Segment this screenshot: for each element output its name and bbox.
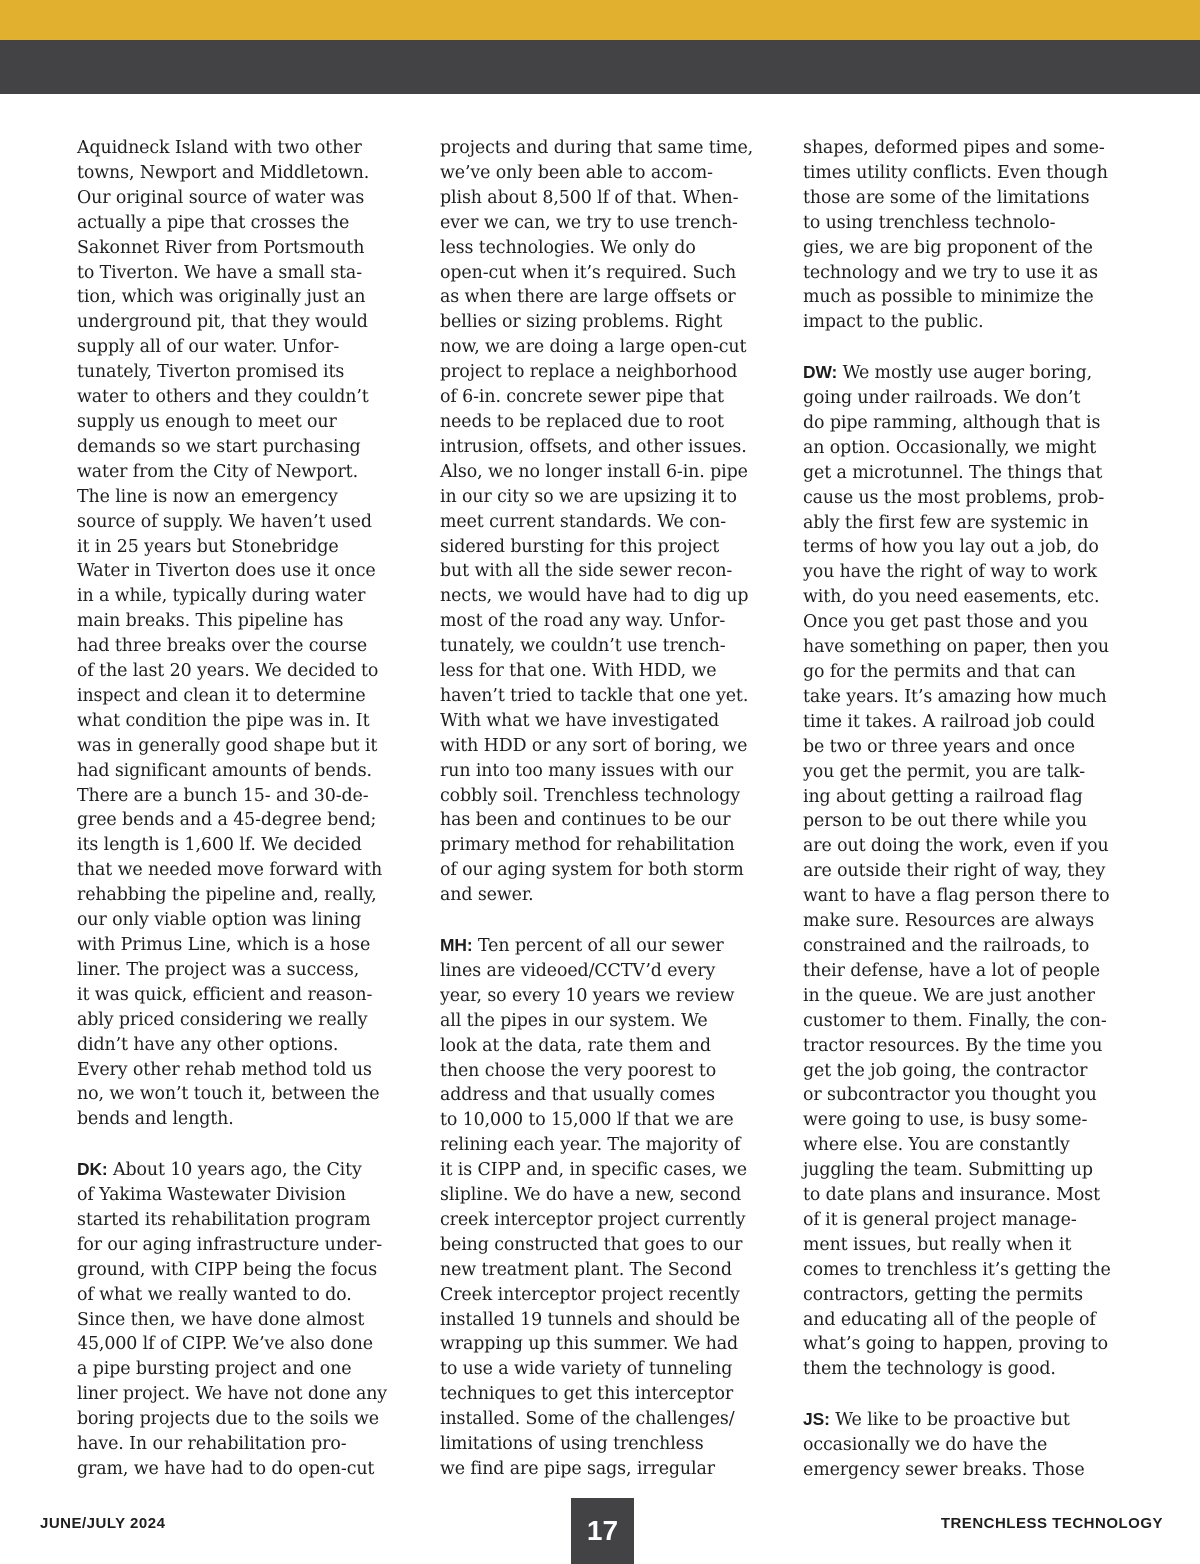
text-line: With what we have investigated [440,710,720,731]
text-line: time it takes. A railroad job could [803,711,1095,732]
text-line: have something on paper, then you [803,637,1109,658]
text-line: actually a pipe that crosses the [77,212,350,233]
header-gray-band [0,40,1200,94]
text-line: a pipe bursting project and one [77,1359,352,1380]
text-column-2 [440,136,780,1507]
header-gold-band [0,0,1200,40]
text-line: year, so every 10 years we review [440,985,735,1006]
text-line: supply all of our water. Unfor- [77,337,340,358]
text-line: water to others and they couldn’t [77,387,369,408]
text-line: tunately, Tiverton promised its [77,362,345,383]
text-line: Water in Tiverton does use it once [77,561,376,582]
text-line: being constructed that goes to our [440,1234,743,1255]
text-line: or subcontractor you thought you [803,1085,1097,1106]
text-line: limitations of using trenchless [440,1434,704,1455]
text-line: liner. The project was a success, [77,959,360,980]
text-line: demands so we start purchasing [77,436,361,457]
text-line: of 6-in. concrete sewer pipe that [440,387,724,408]
text-line: those are some of the limitations [803,187,1090,208]
text-line: new treatment plant. The Second [440,1259,732,1280]
text-line: no, we won’t touch it, between the [77,1084,380,1105]
text-line: Aquidneck Island with two other [77,138,362,158]
paragraph [440,933,780,1482]
text-line: with HDD or any sort of boring, we [440,735,748,756]
text-line: had three breaks over the course [77,636,368,657]
text-line: you have the right of way to work [803,562,1097,583]
text-line: to date plans and insurance. Most [803,1185,1100,1206]
text-line: inspect and clean it to determine [77,685,366,706]
text-line: you get the permit, you are talk- [803,761,1086,782]
text-line: ably the first few are systemic in [803,512,1089,533]
text-line: lines are videoed/CCTV’d every [440,960,716,981]
text-line: of Yakima Wastewater Division [77,1185,346,1206]
text-line: Our original source of water was [77,187,365,208]
text-line: take years. It’s amazing how much [803,686,1107,707]
text-line: emergency sewer breaks. Those [803,1460,1085,1480]
text-line: address and that usually comes [440,1085,716,1106]
speaker-label: DW: [803,362,838,383]
text-line: most of the road any way. Unfor- [440,611,726,632]
text-line: The line is now an emergency [77,486,338,507]
text-line: are out doing the work, even if you [803,836,1109,857]
text-line: person to be out there while you [803,811,1087,832]
text-line: wrapping up this summer. We had [440,1334,739,1355]
text-line [77,1157,417,1183]
text-line: nects, we would have had to dig up [440,586,749,607]
text-line: our only viable option was lining [77,910,362,931]
text-line: haven’t tried to tackle that one yet. [440,685,749,706]
text-line-content: We like to be proactive but [829,1410,1070,1431]
text-line: get a microtunnel. The things that [803,462,1103,483]
text-line: installed 19 tunnels and should be [440,1309,740,1330]
text-line: look at the data, rate them and [440,1035,711,1056]
text-line: bends and length. [77,1109,234,1130]
paragraph [77,136,417,1132]
text-line: of what we really wanted to do. [77,1284,352,1305]
text-line: constrained and the railroads, to [803,935,1090,956]
text-line: of it is general project manage- [803,1209,1077,1230]
text-line: Since then, we have done almost [77,1309,365,1330]
text-line: it was quick, efficient and reason- [77,984,373,1005]
text-line: them the technology is good. [803,1359,1056,1380]
text-line: 45,000 lf of CIPP. We’ve also done [77,1334,373,1355]
text-line: boring projects due to the soils we [77,1409,379,1430]
text-line: get the job going, the contractor [803,1060,1088,1081]
text-line: Every other rehab method told us [77,1059,372,1080]
paragraph [440,136,780,908]
text-line-content: About 10 years ago, the City [107,1160,362,1181]
text-line: times utility conflicts. Even though [803,162,1108,183]
paragraph [803,136,1143,335]
text-line: plish about 8,500 lf of that. When- [440,187,739,208]
text-line: gree bends and a 45-degree bend; [77,810,377,831]
text-line: to use a wide variety of tunneling [440,1359,733,1380]
paragraph [77,1157,417,1482]
text-line: all the pipes in our system. We [440,1010,708,1031]
text-line: project to replace a neighborhood [440,362,738,383]
text-line: less for that one. With HDD, we [440,661,717,682]
text-line: installed. Some of the challenges/ [440,1409,735,1430]
text-line: much as possible to minimize the [803,287,1094,308]
text-line: towns, Newport and Middletown. [77,162,370,183]
text-line: contractors, getting the permits [803,1284,1083,1305]
text-line: want to have a flag person there to [803,886,1110,907]
text-line: intrusion, offsets, and other issues. [440,436,747,457]
text-line: to 10,000 to 15,000 lf that we are [440,1110,734,1131]
text-line: source of supply. We haven’t used [77,511,372,532]
text-line: ground, with CIPP being the focus [77,1259,378,1280]
text-line: run into too many issues with our [440,760,734,781]
text-line: be two or three years and once [803,736,1075,757]
text-line: started its rehabilitation program [77,1209,371,1230]
text-line: of the last 20 years. We decided to [77,661,379,682]
text-line: meet current standards. We con- [440,511,727,532]
text-line: and sewer. [440,885,534,906]
text-line: comes to trenchless it’s getting the [803,1259,1111,1280]
text-line: in our city so we are upsizing it to [440,486,737,507]
text-line: liner project. We have not done any [77,1384,388,1405]
issue-date: JUNE/JULY 2024 [40,1515,166,1532]
text-line: Creek interceptor project recently [440,1284,740,1305]
text-line [803,1407,1143,1433]
text-line: going under railroads. We don’t [803,388,1081,409]
text-line: cobbly soil. Trenchless technology [440,785,741,806]
text-line: in a while, typically during water [77,586,366,607]
text-line: what’s going to happen, proving to [803,1334,1109,1355]
text-line: rehabbing the pipeline and, really, [77,885,377,906]
text-line: slipline. We do have a new, second [440,1185,742,1206]
text-line: water from the City of Newport. [77,461,358,482]
text-line: terms of how you lay out a job, do [803,537,1099,558]
text-line: now, we are doing a large open-cut [440,337,747,358]
text-line: were going to use, is busy some- [803,1110,1088,1131]
text-line: gies, we are big proponent of the [803,237,1093,258]
text-line: their defense, have a lot of people [803,960,1100,981]
text-line: in the queue. We are just another [803,985,1095,1006]
text-line: and educating all of the people of [803,1309,1096,1330]
text-line: Sakonnet River from Portsmouth [77,237,365,258]
text-line: make sure. Resources are always [803,911,1095,932]
text-line: projects and during that same time, [440,138,754,158]
text-line: has been and continues to be our [440,810,731,831]
text-line: tion, which was originally just an [77,287,366,308]
speaker-label: MH: [440,934,473,955]
text-line: then choose the very poorest to [440,1060,717,1081]
text-line: we’ve only been able to accom- [440,162,713,183]
text-line: creek interceptor project currently [440,1209,746,1230]
text-line: techniques to get this interceptor [440,1384,734,1405]
text-line: gram, we have had to do open-cut [77,1459,375,1480]
text-line: was in generally good shape but it [77,735,378,756]
text-line: cause us the most problems, prob- [803,487,1105,508]
text-line: primary method for rehabilitation [440,835,735,856]
text-line: supply us enough to meet our [77,411,337,432]
text-line: tractor resources. By the time you [803,1035,1103,1056]
speaker-label: JS: [803,1409,830,1430]
text-line [440,933,780,959]
text-line: we find are pipe sags, irregular [440,1459,715,1480]
text-line: as when there are large offsets or [440,287,736,308]
paragraph [803,1407,1143,1483]
text-line: where else. You are constantly [803,1135,1070,1156]
paragraph [803,360,1143,1382]
text-line: with, do you need easements, etc. [803,587,1100,608]
text-line: didn’t have any other options. [77,1034,339,1055]
text-line: do pipe ramming, although that is [803,412,1101,433]
page-number: 17 [571,1498,634,1564]
text-line-content: We mostly use auger boring, [837,363,1093,384]
text-line: have. In our rehabilitation pro- [77,1434,347,1455]
text-line: juggling the team. Submitting up [803,1160,1093,1181]
text-line: ever we can, we try to use trench- [440,212,738,233]
text-line: it is CIPP and, in specific cases, we [440,1160,747,1181]
text-line: relining each year. The majority of [440,1135,741,1156]
text-line: go for the permits and that can [803,662,1076,683]
text-line: are outside their right of way, they [803,861,1106,882]
text-line: ment issues, but really when it [803,1234,1072,1255]
text-line: open-cut when it’s required. Such [440,262,737,283]
text-line: Once you get past those and you [803,612,1088,633]
text-column-1 [77,136,417,1507]
text-line: it in 25 years but Stonebridge [77,536,339,557]
text-line: but with all the side sewer recon- [440,561,733,582]
text-line: for our aging infrastructure under- [77,1234,383,1255]
text-line: main breaks. This pipeline has [77,611,344,632]
text-line: bellies or sizing problems. Right [440,312,723,333]
text-line: had significant amounts of bends. [77,760,372,781]
speaker-label: DK: [77,1159,108,1180]
text-line: of our aging system for both storm [440,860,744,881]
text-line: occasionally we do have the [803,1435,1048,1456]
text-line: with Primus Line, which is a hose [77,935,371,955]
text-line: underground pit, that they would [77,312,368,333]
text-line: an option. Occasionally, we might [803,437,1097,458]
text-column-3 [803,136,1143,1508]
magazine-name: TRENCHLESS TECHNOLOGY [940,1515,1163,1532]
text-line: to Tiverton. We have a small sta- [77,262,362,283]
text-line: to using trenchless technolo- [803,212,1056,233]
text-line: needs to be replaced due to root [440,411,724,432]
text-line: Also, we no longer install 6-in. pipe [440,461,748,482]
text-line: There are a bunch 15- and 30-de- [77,785,369,806]
text-line: less technologies. We only do [440,237,696,258]
text-line: ing about getting a railroad flag [803,786,1083,807]
text-line [803,360,1143,386]
text-line: impact to the public. [803,312,984,333]
text-line: its length is 1,600 lf. We decided [77,835,362,856]
text-line: sidered bursting for this project [440,536,720,557]
text-line: technology and we try to use it as [803,262,1098,283]
text-line: what condition the pipe was in. It [77,710,370,731]
text-line: customer to them. Finally, the con- [803,1010,1107,1031]
text-line: shapes, deformed pipes and some- [803,138,1105,158]
text-line: tunately, we couldn’t use trench- [440,636,726,657]
text-line: ably priced considering we really [77,1009,368,1030]
text-line-content: Ten percent of all our sewer [472,935,724,956]
text-line: that we needed move forward with [77,860,383,881]
